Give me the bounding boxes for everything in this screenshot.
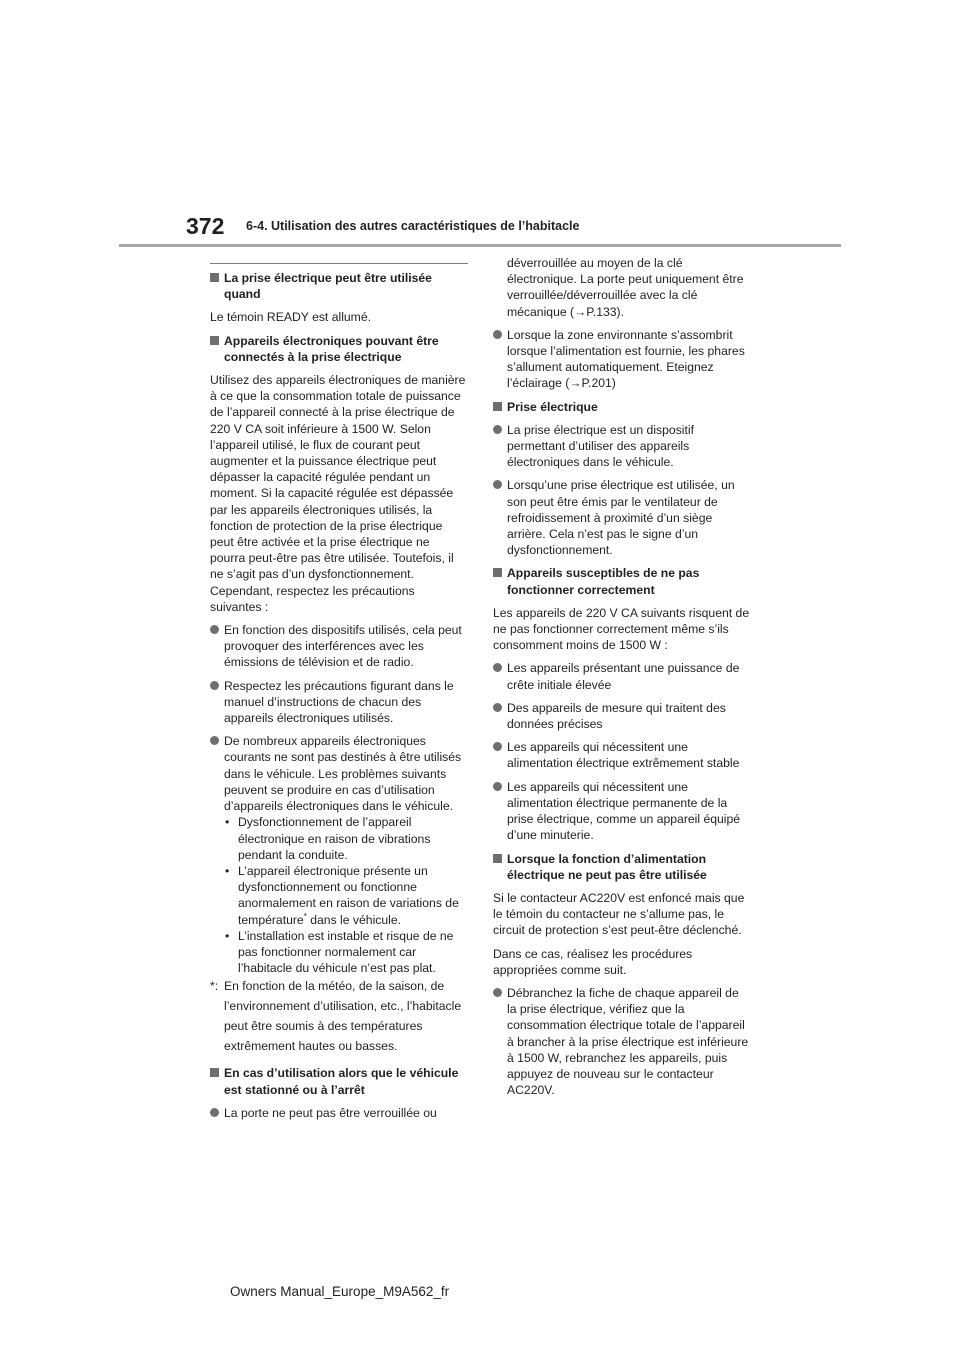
bullet-item bbox=[210, 622, 468, 671]
bullet-item bbox=[493, 779, 751, 844]
dash-marker: • bbox=[225, 928, 230, 943]
heading-text: En cas d’utilisation alors que le véhicule est stationné ou à l’arrêt bbox=[224, 1066, 459, 1097]
header-rule bbox=[119, 244, 841, 247]
sub-text: L’installation est instable et risque de ne pas fonctionner normalement car l’habitacle du véhicule n’est pas plat. bbox=[238, 928, 454, 976]
square-bullet-icon bbox=[493, 854, 502, 863]
square-bullet-icon bbox=[210, 1068, 219, 1077]
heading-text: La prise électrique peut être utilisée quand bbox=[224, 271, 432, 302]
bullet-item bbox=[493, 477, 751, 558]
square-bullet-icon bbox=[493, 402, 502, 411]
heading-text: Appareils électroniques pouvant être connectés à la prise électrique bbox=[224, 333, 439, 364]
sub-item bbox=[224, 814, 468, 863]
bullet-item bbox=[210, 678, 468, 727]
sub-text: Dysfonctionnement de l’appareil électronique en raison de vibrations pendant la conduite. bbox=[238, 815, 431, 862]
circle-bullet-icon bbox=[210, 625, 219, 634]
circle-bullet-icon bbox=[493, 425, 502, 434]
footnote-mark: * bbox=[303, 911, 307, 921]
circle-bullet-icon bbox=[210, 681, 219, 690]
section-heading bbox=[210, 1065, 468, 1097]
bullet-item bbox=[493, 660, 751, 692]
square-bullet-icon bbox=[210, 273, 219, 282]
dash-marker: • bbox=[225, 815, 230, 830]
circle-bullet-icon bbox=[493, 663, 502, 672]
bullet-item bbox=[210, 733, 468, 814]
bullet-text: La porte ne peut pas être verrouillée ou bbox=[224, 1105, 437, 1120]
circle-bullet-icon bbox=[493, 782, 502, 791]
circle-bullet-icon bbox=[493, 703, 502, 712]
bullet-text: Des appareils de mesure qui traitent des données précises bbox=[507, 700, 726, 732]
bullet-text: Respectez les précautions figurant dans le manuel d’instructions de chacun des appareils électroniques utilisés. bbox=[224, 678, 454, 726]
sub-item bbox=[224, 928, 468, 977]
sub-list bbox=[224, 814, 468, 976]
sub-item bbox=[224, 863, 468, 928]
sub-text: dans le véhicule. bbox=[306, 912, 402, 927]
bullet-text: La prise électrique est un dispositif permettant d’utiliser des appareils électroniques dans le véhicule. bbox=[507, 422, 694, 470]
bullet-text: Lorsque la zone environnante s’assombrit lorsque l’alimentation est fournie, les phares s’allument automatiquement. Eteignez l’éclairage (→P.201) bbox=[507, 327, 745, 391]
column-rule bbox=[210, 263, 468, 264]
paragraph: Si le contacteur AC220V est enfoncé mais que le témoin du contacteur ne s’allume pas, le circuit de protection s’est peut-être déclenché. bbox=[493, 890, 745, 938]
footnote-text: En fonction de la météo, de la saison, de l’environnement d’utilisation, etc., l’habitacle peut être soumis à des températures extrêmement hautes ou basses. bbox=[224, 979, 462, 1054]
heading-text: Lorsque la fonction d’alimentation électrique ne peut pas être utilisée bbox=[507, 851, 707, 882]
bullet-text: Les appareils qui nécessitent une alimentation électrique permanente de la prise électrique, comme un appareil équipé d’une minuterie. bbox=[507, 779, 741, 843]
paragraph: Les appareils de 220 V CA suivants risquent de ne pas fonctionner correctement même s’ils consomment moins de 1500 W : bbox=[493, 605, 750, 653]
paragraph: Le témoin READY est allumé. bbox=[210, 310, 371, 325]
page-footer: Owners Manual_Europe_M9A562_fr bbox=[230, 1284, 450, 1299]
bullet-item bbox=[493, 700, 751, 732]
bullet-item bbox=[493, 422, 751, 471]
paragraph: Utilisez des appareils électroniques de manière à ce que la consommation totale de puissance de l’appareil connecté à la prise électrique de 220 V CA soit inférieure à 1500 W. Selon l’appareil utilisé, le flux de courant peut augmenter et la puissance électrique peut dépasser la capacité régulée pendant un moment. Si la capacité régulée est dépassée par les appareils électroniques utilisés, la fonction de protection de la prise électrique peut être activée et la prise électrique ne pourra peut-être pas être utilisée. Toutefois, il ne s’agit pas d’un dysfonctionnement. Cependant, respectez les précautions suivantes : bbox=[210, 373, 466, 614]
circle-bullet-icon bbox=[210, 1108, 219, 1117]
heading-text: Prise électrique bbox=[507, 399, 598, 414]
right-column bbox=[493, 255, 751, 1105]
heading-text: Appareils susceptibles de ne pas fonctionner correctement bbox=[507, 566, 700, 597]
bullet-text: Les appareils qui nécessitent une alimentation électrique extrêmement stable bbox=[507, 740, 740, 771]
section-heading bbox=[493, 399, 751, 415]
bullet-item bbox=[493, 985, 751, 1098]
left-column bbox=[210, 263, 468, 1128]
section-heading bbox=[493, 565, 751, 597]
paragraph: déverrouillée au moyen de la clé électronique. La porte peut uniquement être verrouillée/déverrouillée avec la clé mécanique (→P.133). bbox=[507, 256, 744, 319]
square-bullet-icon bbox=[493, 568, 502, 577]
footnote-marker: *: bbox=[210, 979, 219, 994]
page-number: 372 bbox=[186, 213, 225, 239]
paragraph: Dans ce cas, réalisez les procédures appropriées comme suit. bbox=[493, 946, 693, 977]
circle-bullet-icon bbox=[493, 988, 502, 997]
circle-bullet-icon bbox=[493, 480, 502, 489]
section-heading bbox=[493, 851, 751, 883]
bullet-text: En fonction des dispositifs utilisés, cela peut provoquer des interférences avec les émissions de télévision et de radio. bbox=[224, 623, 462, 670]
footnote bbox=[210, 976, 468, 1056]
bullet-text: Les appareils présentant une puissance de crête initiale élevée bbox=[507, 661, 740, 692]
circle-bullet-icon bbox=[493, 330, 502, 339]
sub-text: L’appareil électronique présente un dysfonctionnement ou fonctionne anormalement en raison de variations de température bbox=[238, 863, 459, 927]
bullet-item bbox=[493, 739, 751, 771]
section-heading bbox=[210, 333, 468, 365]
bullet-text: Débranchez la fiche de chaque appareil de la prise électrique, vérifiez que la consommation électrique totale de l’appareil à brancher à la prise électrique est inférieure à 1500 W, rebranchez les appareils, puis appuyez de nouveau sur le contacteur AC220V. bbox=[507, 985, 749, 1098]
dash-marker: • bbox=[225, 863, 230, 878]
circle-bullet-icon bbox=[210, 736, 219, 745]
section-title: 6-4. Utilisation des autres caractéristiques de l’habitacle bbox=[246, 219, 580, 233]
circle-bullet-icon bbox=[493, 742, 502, 751]
bullet-text: De nombreux appareils électroniques courants ne sont pas destinés à être utilisés dans le véhicule. Les problèmes suivants peuvent se produire en cas d’utilisation d’appareils électroniques dans le véhicule. bbox=[224, 734, 462, 814]
section-heading bbox=[210, 270, 468, 302]
bullet-text: Lorsqu’une prise électrique est utilisée, un son peut être émis par le ventilateur de refroidissement à proximité d’un siège arrière. Cela n’est pas le signe d’un dysfonctionnement. bbox=[507, 478, 735, 558]
bullet-item bbox=[493, 327, 751, 392]
square-bullet-icon bbox=[210, 336, 219, 345]
bullet-item bbox=[210, 1105, 468, 1121]
